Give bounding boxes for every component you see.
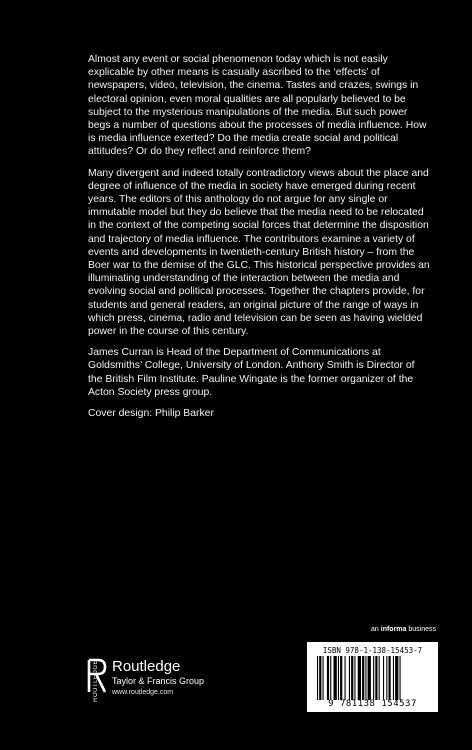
informa-suffix: business [406,626,436,633]
informa-business-label [371,626,436,633]
paragraph-3: James Curran is Head of the Department of Communications at Goldsmiths’ College, University of London. Anthony Smith is Director of the British Film Institute. Pauline Wingate is the former organizer of the Acton Society press group. [88,347,415,398]
barcode-box [307,642,438,712]
publisher-url: www.routledge.com [112,689,174,696]
routledge-vertical-text: ROUTLEDGE [93,660,99,702]
informa-brand: informa [380,626,407,633]
paragraph-2: Many divergent and indeed totally contradictory views about the place and degree of influence of the media in society have emerged during recent years. The editors of this anthology do not argue for any single or immutable model but they do believe that the media need to be relocated in the context of the competing social forces that determine the disposition and trajectory of media influence. The contributors examine a variety of events and developments in twentieth-century British history – from the Boer war to the demise of the GLC. This historical perspective provides an illuminating understanding of the interaction between the media and evolving social and political processes. Together the chapters provide, for students and general readers, an original picture of the range of ways in which press, cinema, radio and television can be seen as having wielded power in the course of this century. [88,167,430,338]
publisher-name: Routledge [112,658,181,675]
back-cover-text [88,53,430,428]
isbn-label: ISBN 978-1-138-15453-7 [322,646,423,655]
informa-prefix: an [371,626,381,633]
paragraph-1: Almost any event or social phenomenon today which is not easily explicable by other means is casually ascribed to the ‘effects’ of newspapers, video, television, the cinema. Tastes and crazes, swings in electoral opinion, even moral qualities are all popularly believed to be subject to the mysterious manipulations of the media. But such power begs a number of questions about the processes of media influence. How is media influence exerted? Do the media create social and political attitudes? Or do they reflect and reinforce them? [88,54,427,158]
publisher-group: Taylor & Francis Group [112,676,205,686]
routledge-r-icon [86,658,108,702]
barcode-digits: 9 781138 154537 [328,699,417,709]
cover-credit: Cover design: Philip Barker [88,408,214,420]
barcode-icon [317,656,428,700]
routledge-logo [86,658,205,702]
